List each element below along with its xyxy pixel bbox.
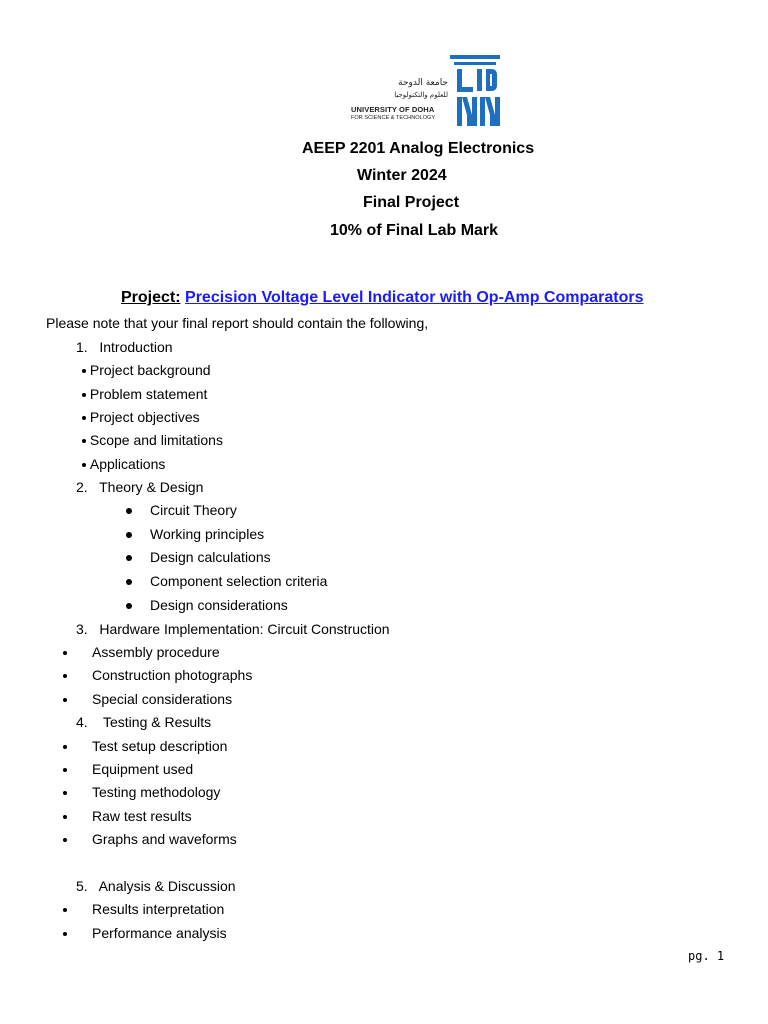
list-item-text: Working principles: [150, 526, 265, 542]
section-number: 5.: [76, 878, 88, 894]
list-item-text: Project objectives: [89, 409, 200, 425]
logo-arabic-line2: للعلوم والتكنولوجيا: [394, 91, 448, 99]
section-number: 2.: [76, 479, 88, 495]
bullet-icon: [82, 439, 86, 443]
bullet-icon: [63, 815, 67, 819]
list-item: [63, 691, 232, 707]
list-item-text: Problem statement: [89, 386, 208, 402]
list-item-text: Test setup description: [92, 738, 228, 754]
list-item-text: Design considerations: [150, 597, 288, 613]
bullet-icon: [63, 908, 67, 912]
list-item-text: Performance analysis: [92, 925, 227, 941]
list-item-text: Circuit Theory: [150, 502, 237, 518]
list-item: [63, 738, 227, 754]
term-label: Winter 2024: [357, 167, 447, 184]
list-item: [126, 502, 237, 518]
bullet-icon: [63, 932, 67, 936]
logo-arabic-text: [348, 77, 448, 101]
list-item-text: Construction photographs: [92, 667, 253, 683]
bullet-icon: [126, 532, 132, 538]
list-item-text: Equipment used: [92, 761, 194, 777]
bullet-icon: [126, 555, 132, 561]
list-item: [126, 549, 271, 565]
list-item: [126, 597, 288, 613]
course-title: AEEP 2201 Analog Electronics: [302, 140, 535, 157]
section-heading: [76, 714, 211, 730]
section-title: Testing & Results: [103, 714, 212, 730]
list-item: [63, 667, 252, 683]
section-number: 1.: [76, 339, 88, 355]
bullet-icon: [126, 603, 132, 609]
list-item-text: Scope and limitations: [89, 432, 223, 448]
section-title: Hardware Implementation: Circuit Construction: [99, 621, 390, 637]
project-heading: [121, 289, 643, 307]
list-item: [63, 784, 220, 800]
list-item: [63, 925, 227, 941]
logo-english-line1: UNIVERSITY OF DOHA: [351, 105, 435, 114]
logo-arabic-line1: جامعة الدوحة: [398, 78, 448, 88]
list-item: [82, 386, 207, 402]
udst-emblem-icon: [450, 55, 502, 130]
list-item: [82, 456, 165, 472]
section-heading: [76, 339, 173, 355]
list-item-text: Applications: [89, 456, 166, 472]
bullet-icon: [126, 508, 132, 514]
list-item: [63, 808, 192, 824]
bullet-icon: [63, 791, 67, 795]
list-item-text: Raw test results: [92, 808, 192, 824]
section-heading: [76, 479, 203, 495]
project-label: Project:: [121, 289, 181, 306]
section-title: Introduction: [99, 339, 173, 355]
mark-weight: 10% of Final Lab Mark: [330, 222, 499, 239]
section-number: 3.: [76, 621, 88, 637]
list-item-text: Assembly procedure: [92, 644, 220, 660]
bullet-icon: [63, 768, 67, 772]
list-item: [63, 831, 237, 847]
list-item-text: Component selection criteria: [150, 573, 328, 589]
section-heading: [76, 878, 236, 894]
list-item-text: Results interpretation: [92, 901, 225, 917]
bullet-icon: [63, 745, 67, 749]
university-logo: [348, 55, 504, 130]
intro-note: Please note that your final report should contain the following,: [46, 315, 429, 331]
list-item: [82, 362, 211, 378]
list-item-text: Testing methodology: [92, 784, 221, 800]
list-item: [63, 761, 193, 777]
bullet-icon: [82, 416, 86, 420]
section-title: Theory & Design: [99, 479, 204, 495]
bullet-icon: [63, 838, 67, 842]
list-item-text: Graphs and waveforms: [92, 831, 237, 847]
list-item: [126, 526, 264, 542]
section-heading: [76, 621, 390, 637]
project-title-link[interactable]: Precision Voltage Level Indicator with Op-Amp Comparators: [185, 289, 644, 306]
bullet-icon: [126, 579, 132, 585]
list-item-text: Design calculations: [150, 549, 271, 565]
bullet-icon: [63, 674, 67, 678]
logo-english-line2: FOR SCIENCE & TECHNOLOGY: [351, 115, 436, 121]
section-number: 4.: [76, 714, 88, 730]
list-item: [82, 409, 200, 425]
list-item: [126, 573, 327, 589]
bullet-icon: [82, 463, 86, 467]
assignment-title: Final Project: [363, 194, 460, 211]
bullet-icon: [63, 698, 67, 702]
section-title: Analysis & Discussion: [98, 878, 236, 894]
list-item: [63, 901, 224, 917]
page-number: pg. 1: [688, 949, 725, 963]
bullet-icon: [82, 393, 86, 397]
bullet-icon: [82, 369, 86, 373]
bullet-icon: [63, 651, 67, 655]
list-item: [82, 432, 223, 448]
list-item-text: Special considerations: [92, 691, 233, 707]
list-item: [63, 644, 220, 660]
list-item-text: Project background: [89, 362, 211, 378]
